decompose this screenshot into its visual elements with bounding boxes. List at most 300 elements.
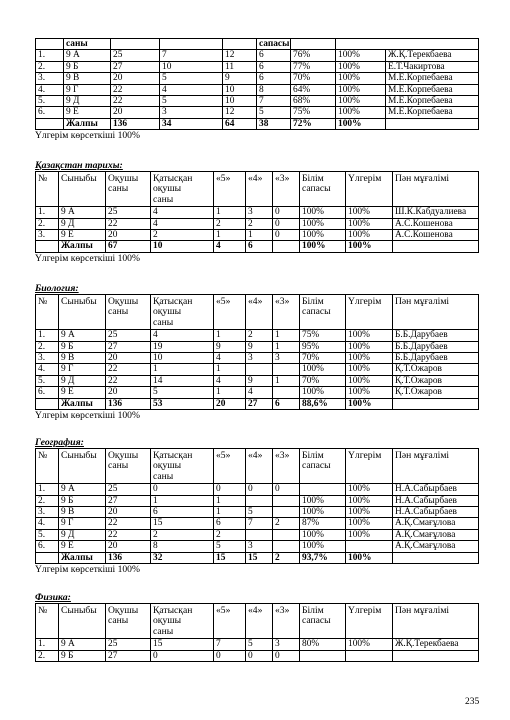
table-header-cell: «4»: [246, 295, 273, 330]
table-cell: 5: [160, 73, 223, 84]
table-cell: 100%: [300, 529, 346, 540]
table-cell: 2.: [36, 218, 59, 229]
table-cell: [36, 241, 59, 252]
table-cell: 100%: [300, 364, 346, 375]
table-cell: 9 Д: [59, 375, 106, 386]
subject-results-table: [35, 294, 479, 410]
table-cell: 25: [106, 639, 151, 650]
table-header-cell: «4»: [246, 172, 273, 207]
table-cell: 6: [214, 518, 246, 529]
table-cell: 9 А: [59, 207, 106, 218]
table-cell: 136: [106, 552, 151, 563]
table-cell: 9: [246, 341, 273, 352]
table-header-cell: [291, 39, 336, 50]
table-cell: 4: [214, 375, 246, 386]
table-cell: 15: [151, 639, 214, 650]
table-cell: 10: [223, 84, 257, 95]
table-cell: М.Е.Корпебаева: [386, 96, 479, 107]
table-cell: 1: [214, 364, 246, 375]
table-cell: 5.: [36, 96, 64, 107]
table-cell: 9 Б: [64, 61, 111, 72]
table-cell: [393, 398, 479, 409]
table-cell: 9 Д: [59, 529, 106, 540]
table-cell: 22: [106, 518, 151, 529]
table-header-cell: Білім сапасы: [300, 449, 346, 484]
table-row: [36, 341, 479, 352]
table-cell: 20: [106, 353, 151, 364]
table-cell: 2: [151, 230, 214, 241]
table-cell: 87%: [300, 518, 346, 529]
table-cell: 7: [246, 518, 273, 529]
table-cell: 3: [273, 639, 300, 650]
table-cell: 1: [246, 230, 273, 241]
table-header-cell: [111, 39, 160, 50]
table-cell: 100%: [346, 364, 393, 375]
table-cell: 6: [257, 73, 291, 84]
pass-rate-note: Үлгерім көрсеткіші 100%: [35, 564, 140, 576]
table-row: [36, 484, 479, 495]
table-cell: 1: [273, 341, 300, 352]
table-cell: [273, 529, 300, 540]
table-cell: 6: [257, 50, 291, 61]
table-cell: 100%: [300, 207, 346, 218]
table-cell: 0: [273, 650, 300, 661]
table-cell: 100%: [346, 507, 393, 518]
table-cell: 100%: [346, 398, 393, 409]
table-cell: [36, 118, 64, 129]
table-total-row: [36, 118, 479, 129]
table-cell: 100%: [300, 387, 346, 398]
pass-rate-note: Үлгерім көрсеткіші 100%: [35, 252, 140, 264]
table-header-cell: Білім сапасы: [300, 604, 346, 639]
table-cell: 25: [106, 330, 151, 341]
table-header-cell: Қатысқан оқушы саны: [151, 449, 214, 484]
table-cell: 1: [214, 387, 246, 398]
table-cell: 136: [111, 118, 160, 129]
table-cell: 10: [160, 61, 223, 72]
table-cell: 27: [246, 398, 273, 409]
table-cell: 67: [106, 241, 151, 252]
table-cell: 6: [273, 398, 300, 409]
table-cell: 6.: [36, 387, 59, 398]
table-cell: 0: [246, 484, 273, 495]
table-row: [36, 61, 479, 72]
table-cell: Ш.К.Кабдуалиева: [393, 207, 479, 218]
table-cell: 100%: [346, 241, 393, 252]
table-row: [36, 364, 479, 375]
table-cell: 4: [151, 207, 214, 218]
table-cell: 9 В: [64, 73, 111, 84]
table-row: [36, 650, 479, 661]
table-cell: 2: [214, 218, 246, 229]
table-header-row: [36, 295, 479, 330]
table-cell: 0: [151, 484, 214, 495]
table-cell: 25: [106, 484, 151, 495]
table-cell: 88,6%: [300, 398, 346, 409]
table-cell: А.С.Кошенова: [393, 218, 479, 229]
table-cell: Жалпы: [64, 118, 111, 129]
table-cell: 100%: [336, 107, 386, 118]
table-cell: 12: [223, 50, 257, 61]
table-header-cell: «5»: [214, 449, 246, 484]
table-cell: 100%: [336, 96, 386, 107]
table-cell: 100%: [346, 353, 393, 364]
table-header-cell: Пән мұғалімі: [393, 604, 479, 639]
table-header-cell: Үлгерім: [346, 172, 393, 207]
table-cell: [246, 529, 273, 540]
table-cell: 2.: [36, 495, 59, 506]
table-header-cell: №: [36, 295, 59, 330]
table-header-cell: «3»: [273, 295, 300, 330]
table-header-cell: Сыныбы: [59, 604, 106, 639]
table-cell: 15: [151, 518, 214, 529]
table-header-cell: Оқушы саны: [106, 604, 151, 639]
table-cell: 9: [246, 375, 273, 386]
table-cell: 7: [160, 50, 223, 61]
table-cell: [346, 650, 393, 661]
table-cell: 9 Г: [59, 364, 106, 375]
table-cell: 64%: [291, 84, 336, 95]
table-cell: 4: [214, 241, 246, 252]
table-cell: 100%: [300, 230, 346, 241]
table-cell: 100%: [336, 84, 386, 95]
table-cell: 8: [151, 541, 214, 552]
table-cell: 3.: [36, 507, 59, 518]
table-cell: 20: [214, 398, 246, 409]
table-cell: 4: [151, 218, 214, 229]
table-row: [36, 230, 479, 241]
table-cell: Н.А.Сабырбаев: [393, 484, 479, 495]
table-header-cell: [336, 39, 479, 50]
table-cell: 3: [246, 207, 273, 218]
table-cell: М.Е.Корпебаева: [386, 84, 479, 95]
table-row: [36, 218, 479, 229]
table-header-cell: №: [36, 604, 59, 639]
table-cell: 6.: [36, 541, 59, 552]
table-cell: Б.Б.Дарубаев: [393, 330, 479, 341]
table-cell: [386, 118, 479, 129]
table-cell: 5: [257, 107, 291, 118]
table-header-cell: Қатысқан оқушы саны: [151, 604, 214, 639]
table-cell: 5: [160, 96, 223, 107]
table-cell: 9 Е: [59, 387, 106, 398]
table-cell: 6: [246, 241, 273, 252]
table-cell: Жалпы: [59, 241, 106, 252]
table-cell: 100%: [346, 341, 393, 352]
table-cell: 100%: [346, 218, 393, 229]
table-total-row: [36, 241, 479, 252]
table-header-cell: [160, 39, 223, 50]
table-header-cell: Үлгерім: [346, 449, 393, 484]
table-header-cell: Оқушы саны: [106, 172, 151, 207]
table-row: [36, 96, 479, 107]
table-cell: 9 Е: [64, 107, 111, 118]
table-cell: 10: [151, 241, 214, 252]
table-cell: 1: [151, 495, 214, 506]
table-cell: Н.А.Сабырбаев: [393, 495, 479, 506]
table-cell: 100%: [336, 73, 386, 84]
table-cell: 2.: [36, 61, 64, 72]
table-cell: 100%: [346, 529, 393, 540]
table-total-row: [36, 398, 479, 409]
table-cell: 1: [214, 495, 246, 506]
table-cell: 3: [160, 107, 223, 118]
table-cell: 9 А: [59, 639, 106, 650]
table-cell: 1: [214, 207, 246, 218]
table-cell: 3: [246, 541, 273, 552]
pass-rate-note: Үлгерім көрсеткіші 100%: [35, 130, 140, 142]
section-geography: [35, 437, 478, 575]
table-header-cell: «3»: [273, 172, 300, 207]
table-header-row: [36, 172, 479, 207]
table-header-cell: саны: [64, 39, 111, 50]
table-cell: 22: [106, 364, 151, 375]
table-cell: 9 В: [59, 507, 106, 518]
table-cell: 20: [111, 73, 160, 84]
table-cell: 76%: [291, 50, 336, 61]
table-cell: 2: [273, 552, 300, 563]
table-cell: 75%: [300, 330, 346, 341]
table-cell: 9 Д: [64, 96, 111, 107]
top-table-block: [35, 38, 478, 141]
table-cell: М.Е.Корпебаева: [386, 73, 479, 84]
table-cell: 5.: [36, 375, 59, 386]
table-cell: Қ.Т.Ожаров: [393, 375, 479, 386]
table-header-cell: №: [36, 449, 59, 484]
table-header-cell: [223, 39, 257, 50]
table-cell: 7: [214, 639, 246, 650]
table-cell: 22: [111, 96, 160, 107]
table-cell: 9: [223, 73, 257, 84]
table-header-cell: «5»: [214, 604, 246, 639]
table-total-row: [36, 552, 479, 563]
table-cell: 2.: [36, 341, 59, 352]
table-cell: 100%: [346, 484, 393, 495]
table-header-row: [36, 604, 479, 639]
table-cell: [300, 484, 346, 495]
table-cell: 3.: [36, 230, 59, 241]
table-cell: 1: [214, 330, 246, 341]
table-cell: 10: [151, 353, 214, 364]
table-cell: 100%: [346, 207, 393, 218]
table-cell: 9 В: [59, 353, 106, 364]
results-table-continued: [35, 38, 479, 130]
table-cell: А.С.Кошенова: [393, 230, 479, 241]
table-header-cell: Үлгерім: [346, 295, 393, 330]
table-cell: 14: [151, 375, 214, 386]
table-cell: 1.: [36, 639, 59, 650]
table-row: [36, 353, 479, 364]
table-header-cell: Пән мұғалімі: [393, 449, 479, 484]
table-cell: 0: [273, 218, 300, 229]
table-cell: 5: [151, 387, 214, 398]
table-cell: 2: [214, 529, 246, 540]
table-cell: 11: [223, 61, 257, 72]
table-cell: 5.: [36, 529, 59, 540]
pass-rate-note: Үлгерім көрсеткіші 100%: [35, 410, 140, 422]
table-cell: А.Қ.Смағұлова: [393, 541, 479, 552]
subject-title: Қазақстан тарихы:: [35, 160, 123, 171]
table-row: [36, 639, 479, 650]
table-cell: 4: [246, 387, 273, 398]
table-cell: 27: [106, 495, 151, 506]
table-cell: 9 А: [59, 330, 106, 341]
table-cell: Е.Т.Чакиртова: [386, 61, 479, 72]
table-cell: 100%: [300, 495, 346, 506]
table-cell: 2: [246, 218, 273, 229]
table-cell: 9 А: [59, 484, 106, 495]
subject-title: География:: [35, 437, 84, 448]
table-cell: 25: [111, 50, 160, 61]
table-header-cell: «3»: [273, 604, 300, 639]
table-header-cell: Оқушы саны: [106, 295, 151, 330]
table-cell: 3.: [36, 73, 64, 84]
table-cell: 32: [151, 552, 214, 563]
table-cell: 53: [151, 398, 214, 409]
table-header-cell: сапасы: [257, 39, 291, 50]
table-cell: 0: [151, 650, 214, 661]
table-row: [36, 518, 479, 529]
subject-title: Биология:: [35, 283, 79, 294]
table-cell: 0: [273, 207, 300, 218]
table-cell: [393, 552, 479, 563]
table-cell: Б.Б.Дарубаев: [393, 353, 479, 364]
table-header-cell: Сыныбы: [59, 449, 106, 484]
table-cell: [246, 495, 273, 506]
table-cell: 22: [106, 529, 151, 540]
table-header-cell: Білім сапасы: [300, 172, 346, 207]
table-header-row: [36, 449, 479, 484]
table-cell: Ж.Қ.Терекбаева: [386, 50, 479, 61]
table-header-cell: Пән мұғалімі: [393, 295, 479, 330]
table-cell: Жалпы: [59, 552, 106, 563]
table-cell: 6: [257, 61, 291, 72]
table-cell: 100%: [346, 518, 393, 529]
table-cell: [36, 398, 59, 409]
section-physics: [35, 592, 478, 662]
table-cell: 27: [111, 61, 160, 72]
table-header-cell: «4»: [246, 604, 273, 639]
table-row: [36, 495, 479, 506]
table-cell: 9 Б: [59, 650, 106, 661]
table-cell: 12: [223, 107, 257, 118]
table-cell: 5: [246, 507, 273, 518]
table-cell: 9 Б: [59, 495, 106, 506]
table-cell: 100%: [336, 118, 386, 129]
table-cell: [346, 541, 393, 552]
table-cell: 100%: [300, 218, 346, 229]
table-cell: А.Қ.Смағұлова: [393, 518, 479, 529]
table-cell: 34: [160, 118, 223, 129]
table-cell: Қ.Т.Ожаров: [393, 364, 479, 375]
table-cell: 3: [273, 353, 300, 364]
table-cell: 4.: [36, 518, 59, 529]
table-cell: 136: [106, 398, 151, 409]
table-cell: 0: [214, 650, 246, 661]
table-cell: [393, 241, 479, 252]
table-row: [36, 84, 479, 95]
table-cell: 1.: [36, 50, 64, 61]
table-cell: [273, 387, 300, 398]
table-cell: 8: [257, 84, 291, 95]
table-cell: 9 Г: [64, 84, 111, 95]
table-header-row: [36, 39, 479, 50]
table-header-cell: Пән мұғалімі: [393, 172, 479, 207]
table-cell: 20: [106, 387, 151, 398]
table-cell: 75%: [291, 107, 336, 118]
table-cell: 1.: [36, 330, 59, 341]
table-header-cell: №: [36, 172, 59, 207]
table-cell: 20: [111, 107, 160, 118]
table-row: [36, 73, 479, 84]
table-cell: 95%: [300, 341, 346, 352]
table-cell: 9: [214, 341, 246, 352]
table-cell: 5: [246, 639, 273, 650]
table-cell: 100%: [300, 507, 346, 518]
table-cell: 19: [151, 341, 214, 352]
table-cell: 15: [246, 552, 273, 563]
table-header-cell: «4»: [246, 449, 273, 484]
table-cell: 0: [273, 484, 300, 495]
table-cell: 6.: [36, 107, 64, 118]
table-cell: 72%: [291, 118, 336, 129]
table-cell: 70%: [300, 353, 346, 364]
subject-results-table: [35, 448, 479, 564]
table-header-cell: Қатысқан оқушы саны: [151, 172, 214, 207]
table-header-cell: [36, 39, 64, 50]
table-cell: Қ.Т.Ожаров: [393, 387, 479, 398]
table-cell: 20: [106, 507, 151, 518]
table-row: [36, 207, 479, 218]
table-cell: 4: [151, 330, 214, 341]
table-cell: 9 Е: [59, 541, 106, 552]
table-header-cell: «5»: [214, 172, 246, 207]
table-cell: 70%: [300, 375, 346, 386]
table-cell: [273, 541, 300, 552]
table-cell: 0: [246, 650, 273, 661]
table-cell: 4.: [36, 364, 59, 375]
subject-title: Физика:: [35, 592, 71, 603]
table-cell: 22: [111, 84, 160, 95]
table-header-cell: Сыныбы: [59, 172, 106, 207]
table-cell: 22: [106, 218, 151, 229]
table-cell: А.Қ.Смағұлова: [393, 529, 479, 540]
table-cell: [273, 507, 300, 518]
table-header-cell: Сыныбы: [59, 295, 106, 330]
table-cell: 70%: [291, 73, 336, 84]
table-row: [36, 541, 479, 552]
table-row: [36, 375, 479, 386]
table-cell: 38: [257, 118, 291, 129]
table-header-cell: Қатысқан оқушы саны: [151, 295, 214, 330]
table-row: [36, 330, 479, 341]
table-cell: 5: [214, 541, 246, 552]
table-row: [36, 507, 479, 518]
table-cell: 2: [246, 330, 273, 341]
table-cell: Жалпы: [59, 398, 106, 409]
table-cell: 27: [106, 650, 151, 661]
table-cell: [273, 495, 300, 506]
table-cell: 2: [273, 518, 300, 529]
subject-results-table: [35, 603, 479, 662]
table-header-cell: Оқушы саны: [106, 449, 151, 484]
section-kazakhstan-history: [35, 160, 478, 264]
table-cell: Н.А.Сабырбаев: [393, 507, 479, 518]
table-cell: [393, 650, 479, 661]
table-cell: 100%: [346, 230, 393, 241]
table-row: [36, 387, 479, 398]
table-cell: 9 Е: [59, 230, 106, 241]
